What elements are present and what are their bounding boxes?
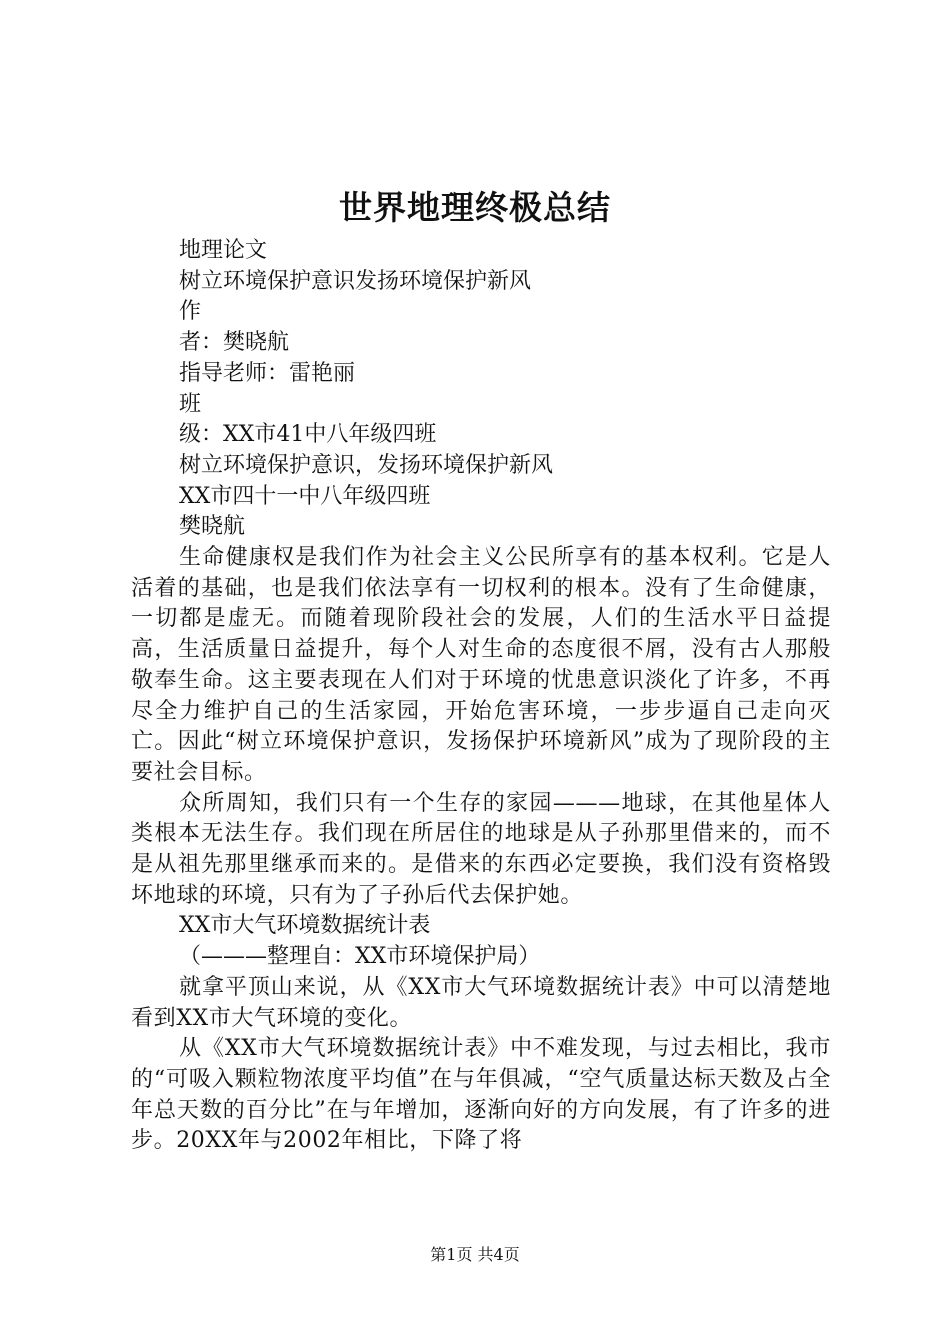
- table-title: XX市大气环境数据统计表: [179, 913, 431, 939]
- document-title: 世界地理终极总结: [339, 188, 611, 227]
- text-line: 树立环境保护意识发扬环境保护新风: [179, 268, 532, 294]
- text-line: 者：樊晓航: [179, 330, 290, 356]
- text-line: 作: [179, 299, 202, 325]
- text-line: 指导老师：雷艳丽: [179, 360, 356, 386]
- text-line: XX市四十一中八年级四班: [179, 483, 431, 509]
- document-body: [131, 236, 831, 1157]
- text-line: 班: [179, 391, 202, 417]
- paragraph: 生命健康权是我们作为社会主义公民所享有的基本权利。它是人活着的基础，也是我们依法享有一切权利的根本。没有了生命健康，一切都是虚无。而随着现阶段社会的发展，人们的生活水平日益提高，生活质量日益提升，每个人对生命的态度很不屑，没有古人那般敬奉生命。这主要表现在人们对于环境的忧患意识淡化了许多，不再尽全力维护自己的生活家园，开始危害环境，一步步逼自己走向灭亡。因此“树立环境保护意识，发扬保护环境新风”成为了现阶段的主要社会目标。: [131, 545, 831, 785]
- page-footer: 第1页 共4页: [430, 1245, 520, 1264]
- paragraph: 就拿平顶山来说，从《XX市大气环境数据统计表》中可以清楚地看到XX市大气环境的变化。: [131, 974, 831, 1031]
- table-source: （———整理自：XX市环境保护局）: [179, 944, 541, 970]
- paragraph: 从《XX市大气环境数据统计表》中不难发现，与过去相比，我市的“可吸入颗粒物浓度平均值”在与年俱减，“空气质量达标天数及占全年总天数的百分比”在与年增加，逐渐向好的方向发展，有了许多的进步。20XX年与2002年相比，下降了将: [131, 1036, 831, 1154]
- text-line: 树立环境保护意识，发扬环境保护新风: [179, 452, 554, 478]
- text-line: 地理论文: [179, 238, 268, 263]
- paragraph: 众所周知，我们只有一个生存的家园———地球，在其他星体人类根本无法生存。我们现在所居住的地球是从子孙那里借来的，而不是从祖先那里继承而来的。是借来的东西必定要换，我们没有资格毁坏地球的环境，只有为了子孙后代去保护她。: [131, 790, 831, 908]
- text-line: 樊晓航: [179, 514, 246, 540]
- text-line: 级：XX市41中八年级四班: [179, 422, 437, 448]
